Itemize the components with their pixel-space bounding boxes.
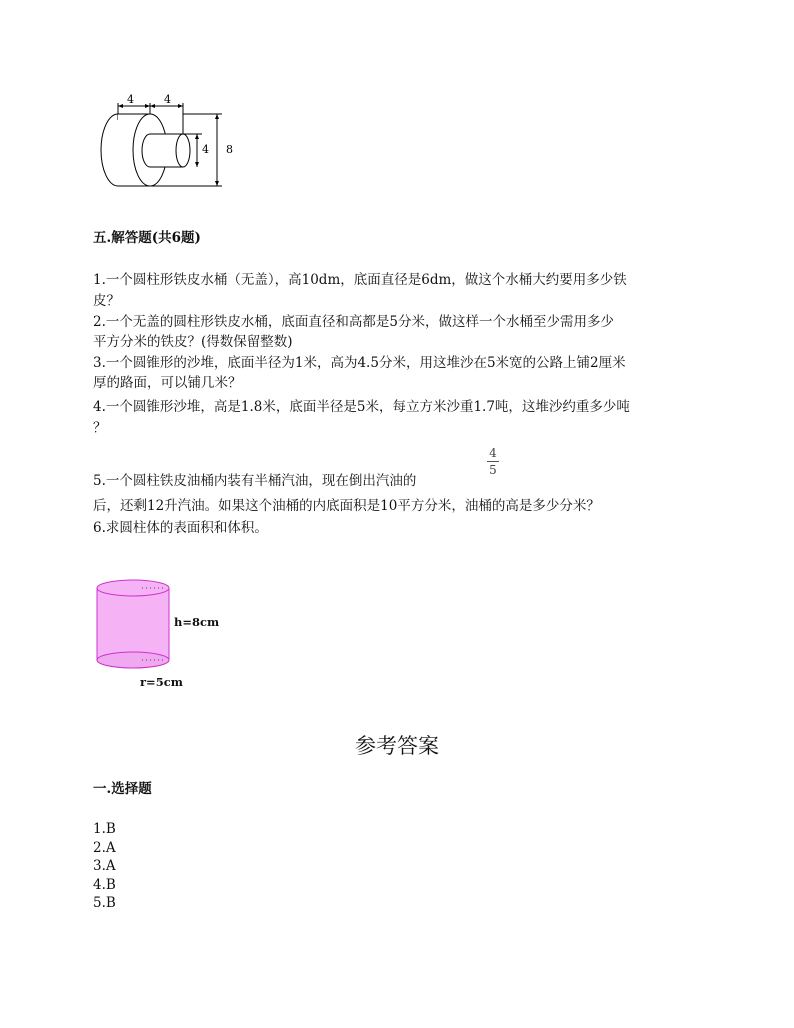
radius-label: r=5cm (140, 675, 183, 689)
answer-item: 3.A (93, 858, 116, 874)
answer-item: 2.A (93, 839, 116, 856)
section-5-heading: 五.解答题(共6题) (93, 230, 201, 246)
question-5-line-2: 后，还剩12升汽油。如果这个油桶的内底面积是10平方分米，油桶的高是多少分米？ (93, 498, 600, 514)
question-5-line-1: 5.一个圆柱铁皮油桶内装有半桶汽油，现在倒出汽油的 (93, 473, 417, 489)
question-4-line-2: ？ (93, 420, 107, 436)
question-3-line-1: 3.一个圆锥形的沙堆，底面半径为1米，高为4.5分米，用这堆沙在5米宽的公路上铺2厘米 (93, 355, 626, 371)
question-5-fraction (486, 446, 500, 477)
answer-list (93, 820, 116, 913)
outer-height-label: 8 (226, 143, 233, 156)
answer-item: 5.B (93, 895, 116, 911)
composite-cylinder-figure (90, 90, 250, 195)
question-3-line-2: 厚的路面，可以铺几米？ (93, 375, 242, 391)
question-6: 6.求圆柱体的表面积和体积。 (93, 520, 268, 536)
inner-height-label: 4 (202, 143, 209, 156)
answer-item: 1.B (93, 821, 116, 837)
question-2-line-2: 平方分米的铁皮？(得数保留整数) (93, 334, 293, 350)
question-1-line-2: 皮？ (93, 293, 120, 309)
question-1-line-1: 1.一个圆柱形铁皮水桶（无盖），高10dm，底面直径是6dm，做这个水桶大约要用多少铁 (93, 272, 627, 288)
answer-item: 4.B (93, 876, 116, 893)
top-right-width-label: 4 (164, 93, 171, 106)
height-label: h=8cm (174, 615, 220, 629)
fraction-denominator: 5 (489, 463, 497, 477)
fraction-numerator: 4 (489, 446, 497, 460)
question-4-line-1: 4.一个圆锥形沙堆，高是1.8米，底面半径是5米，每立方米沙重1.7吨，这堆沙约重多少吨 (93, 399, 630, 415)
fraction-bar (487, 461, 499, 462)
top-left-width-label: 4 (127, 93, 134, 106)
pink-cylinder-figure (92, 578, 177, 673)
answers-title: 参考答案 (355, 734, 439, 758)
answers-section-1-heading: 一.选择题 (93, 781, 152, 797)
question-2-line-1: 2.一个无盖的圆柱形铁皮水桶，底面直径和高都是5分米，做这样一个水桶至少需用多少 (93, 314, 614, 330)
